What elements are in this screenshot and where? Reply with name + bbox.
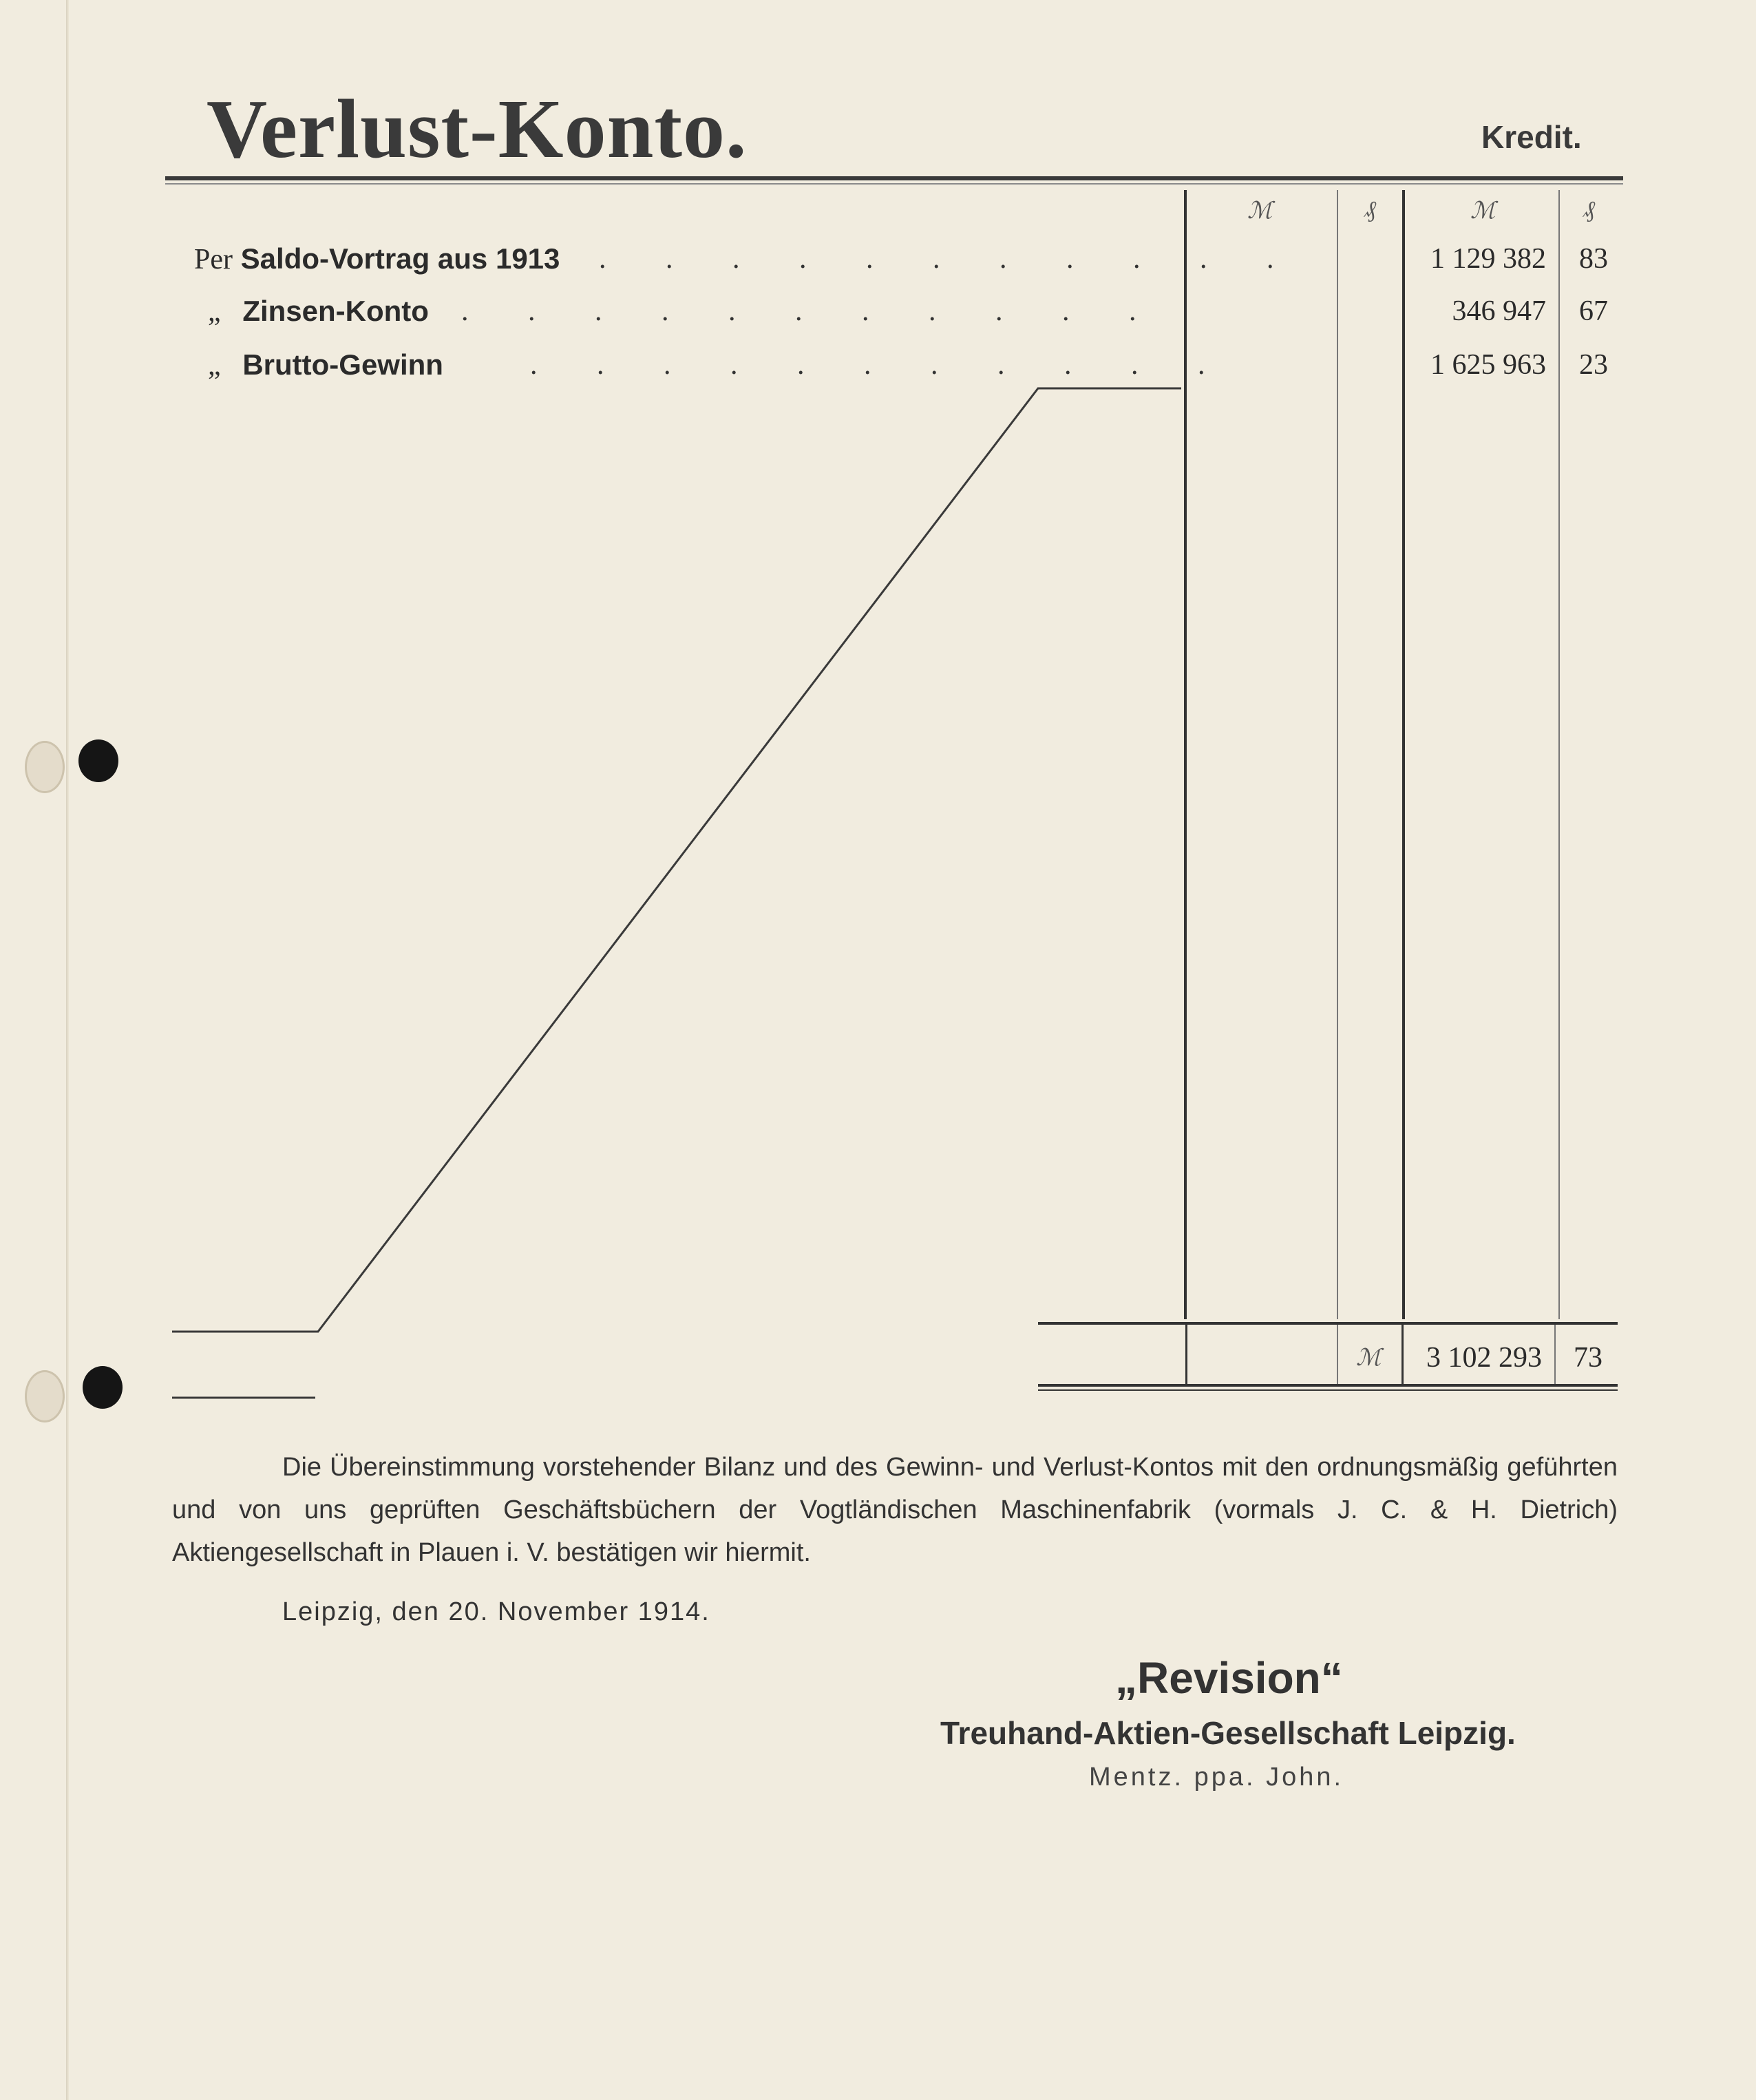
total-amount: 3 102 293 <box>1426 1342 1542 1374</box>
certification-text: Die Übereinstimmung vorstehender Bilanz und des Gewinn- und Verlust-Kontos mit den ordnungsmäßig geführten und von uns geprüften Geschäftsbüchern der Vogtländischen Maschinenfabrik (vormals J. C. & H. Dietrich) Aktiengesellschaft in Plauen i. V. bestätigen wir hiermit. <box>172 1453 1618 1567</box>
total-divider-4 <box>1554 1325 1556 1384</box>
entry-row-1-prefix: Per <box>194 244 233 275</box>
pfennig-header-1: ₰ <box>1364 197 1376 222</box>
pfennig-header-2: ₰ <box>1583 197 1595 222</box>
entry-row-3-cents: 23 <box>1579 349 1608 381</box>
total-divider-1 <box>1185 1325 1187 1384</box>
entry-row-3-prefix: „ <box>208 350 221 381</box>
entry-row-2-cents: 67 <box>1579 295 1608 327</box>
total-rule-bottom <box>1038 1384 1618 1387</box>
entry-row-2-amount: 346 947 <box>1452 295 1546 327</box>
total-cents: 73 <box>1574 1342 1602 1374</box>
entry-row-1-text: Saldo-Vortrag aus 1913 <box>240 242 560 275</box>
signature-firm: „Revision“ <box>1115 1653 1343 1703</box>
entry-row-1-cents: 83 <box>1579 243 1608 275</box>
total-currency: ℳ <box>1356 1345 1382 1371</box>
entry-row-3-amount: 1 625 963 <box>1430 349 1546 381</box>
mark-header-1: ℳ <box>1247 198 1273 224</box>
entry-row-1-leaders: . . . . . . . . . . . <box>599 243 1300 275</box>
total-rule-bottom-second <box>1038 1389 1618 1391</box>
signature-signatories: Mentz. ppa. John. <box>1089 1763 1344 1792</box>
total-rule-top <box>1038 1322 1618 1325</box>
entry-row-3-leaders: . . . . . . . . . . . <box>530 349 1231 381</box>
entry-row-2-text: Zinsen-Konto <box>242 295 429 327</box>
date-line: Leipzig, den 20. November 1914. <box>282 1597 710 1626</box>
entry-row-3-text: Brutto-Gewinn <box>242 348 443 381</box>
entry-row-1-amount: 1 129 382 <box>1430 243 1546 275</box>
entry-row-2-leaders: . . . . . . . . . . . <box>461 295 1163 327</box>
credit-label: Kredit. <box>1481 119 1582 155</box>
signature-company: Treuhand-Aktien-Gesellschaft Leipzig. <box>940 1715 1516 1751</box>
entry-row-2-prefix: „ <box>208 296 221 328</box>
total-divider-3 <box>1401 1325 1404 1384</box>
page-title: Verlust-Konto. <box>207 83 748 176</box>
mark-header-2: ℳ <box>1470 198 1496 224</box>
total-divider-2 <box>1337 1325 1338 1384</box>
